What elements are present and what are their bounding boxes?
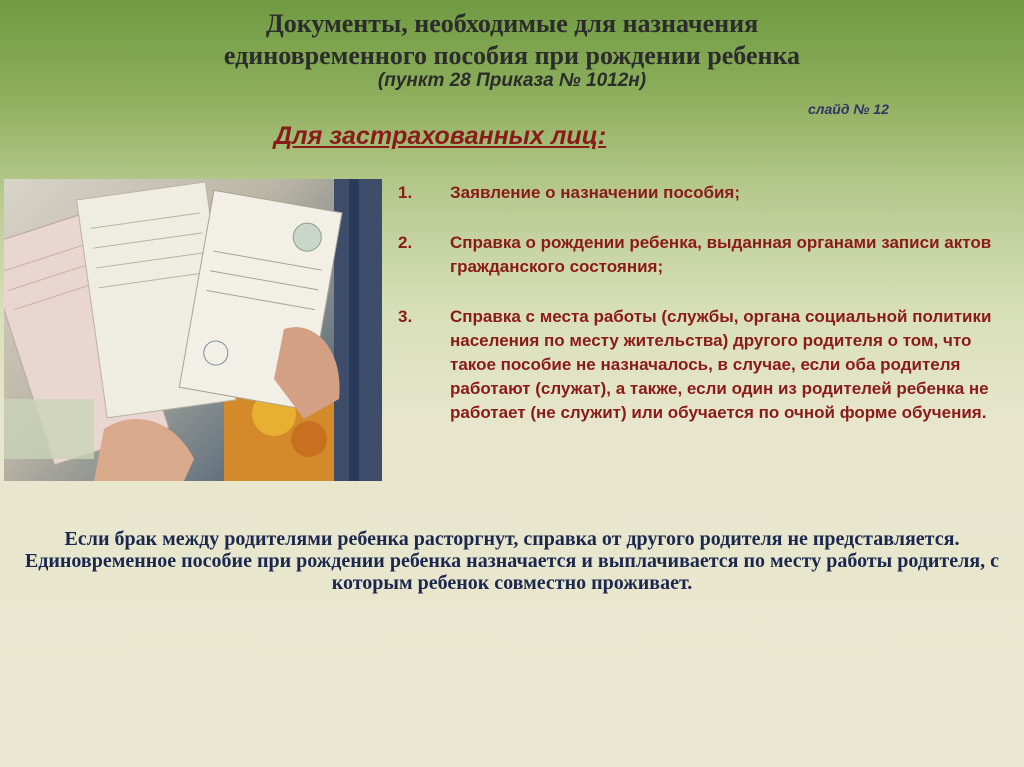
list-item-number: 1. [398,183,413,202]
list-item-number: 2. [398,233,413,252]
list-item-text: Заявление о назначении пособия; [450,183,740,202]
section-heading: Для застрахованных лиц: [274,122,607,150]
documents-list [398,181,1008,451]
title-line-1: Документы, необходимые для назначения [265,9,759,38]
list-item-text: Справка о рождении ребенка, выданная органами записи актов гражданского состояния; [450,233,992,276]
list-item-text: Справка с места работы (службы, органа социальной политики населения по месту жительства) другого родителя о том, что такое пособие не назначалось, в случае, если оба родителя работают (служат), а также, если один из родителей ребенка не работает (не служит) или обучается по очной форме обучения. [450,307,992,422]
page-title [0,8,1024,72]
documents-photo [4,179,382,481]
documents-illustration [4,179,382,481]
list-item [398,305,1008,425]
title-line-2: единовременного пособия при рождении ребенка [223,41,801,70]
page-subtitle: (пункт 28 Приказа № 1012н) [377,70,647,91]
list-item-number: 3. [398,307,413,326]
slide-number: слайд № 12 [808,101,889,117]
list-item [398,231,1008,279]
footer-note: Если брак между родителями ребенка расторгнут, справка от другого родителя не представляется. Единовременное пособие при рождении ребенка назначается и выплачивается по месту работы родителя, с которым ребенок совместно проживает. [24,528,1000,594]
list-item [398,181,1008,205]
